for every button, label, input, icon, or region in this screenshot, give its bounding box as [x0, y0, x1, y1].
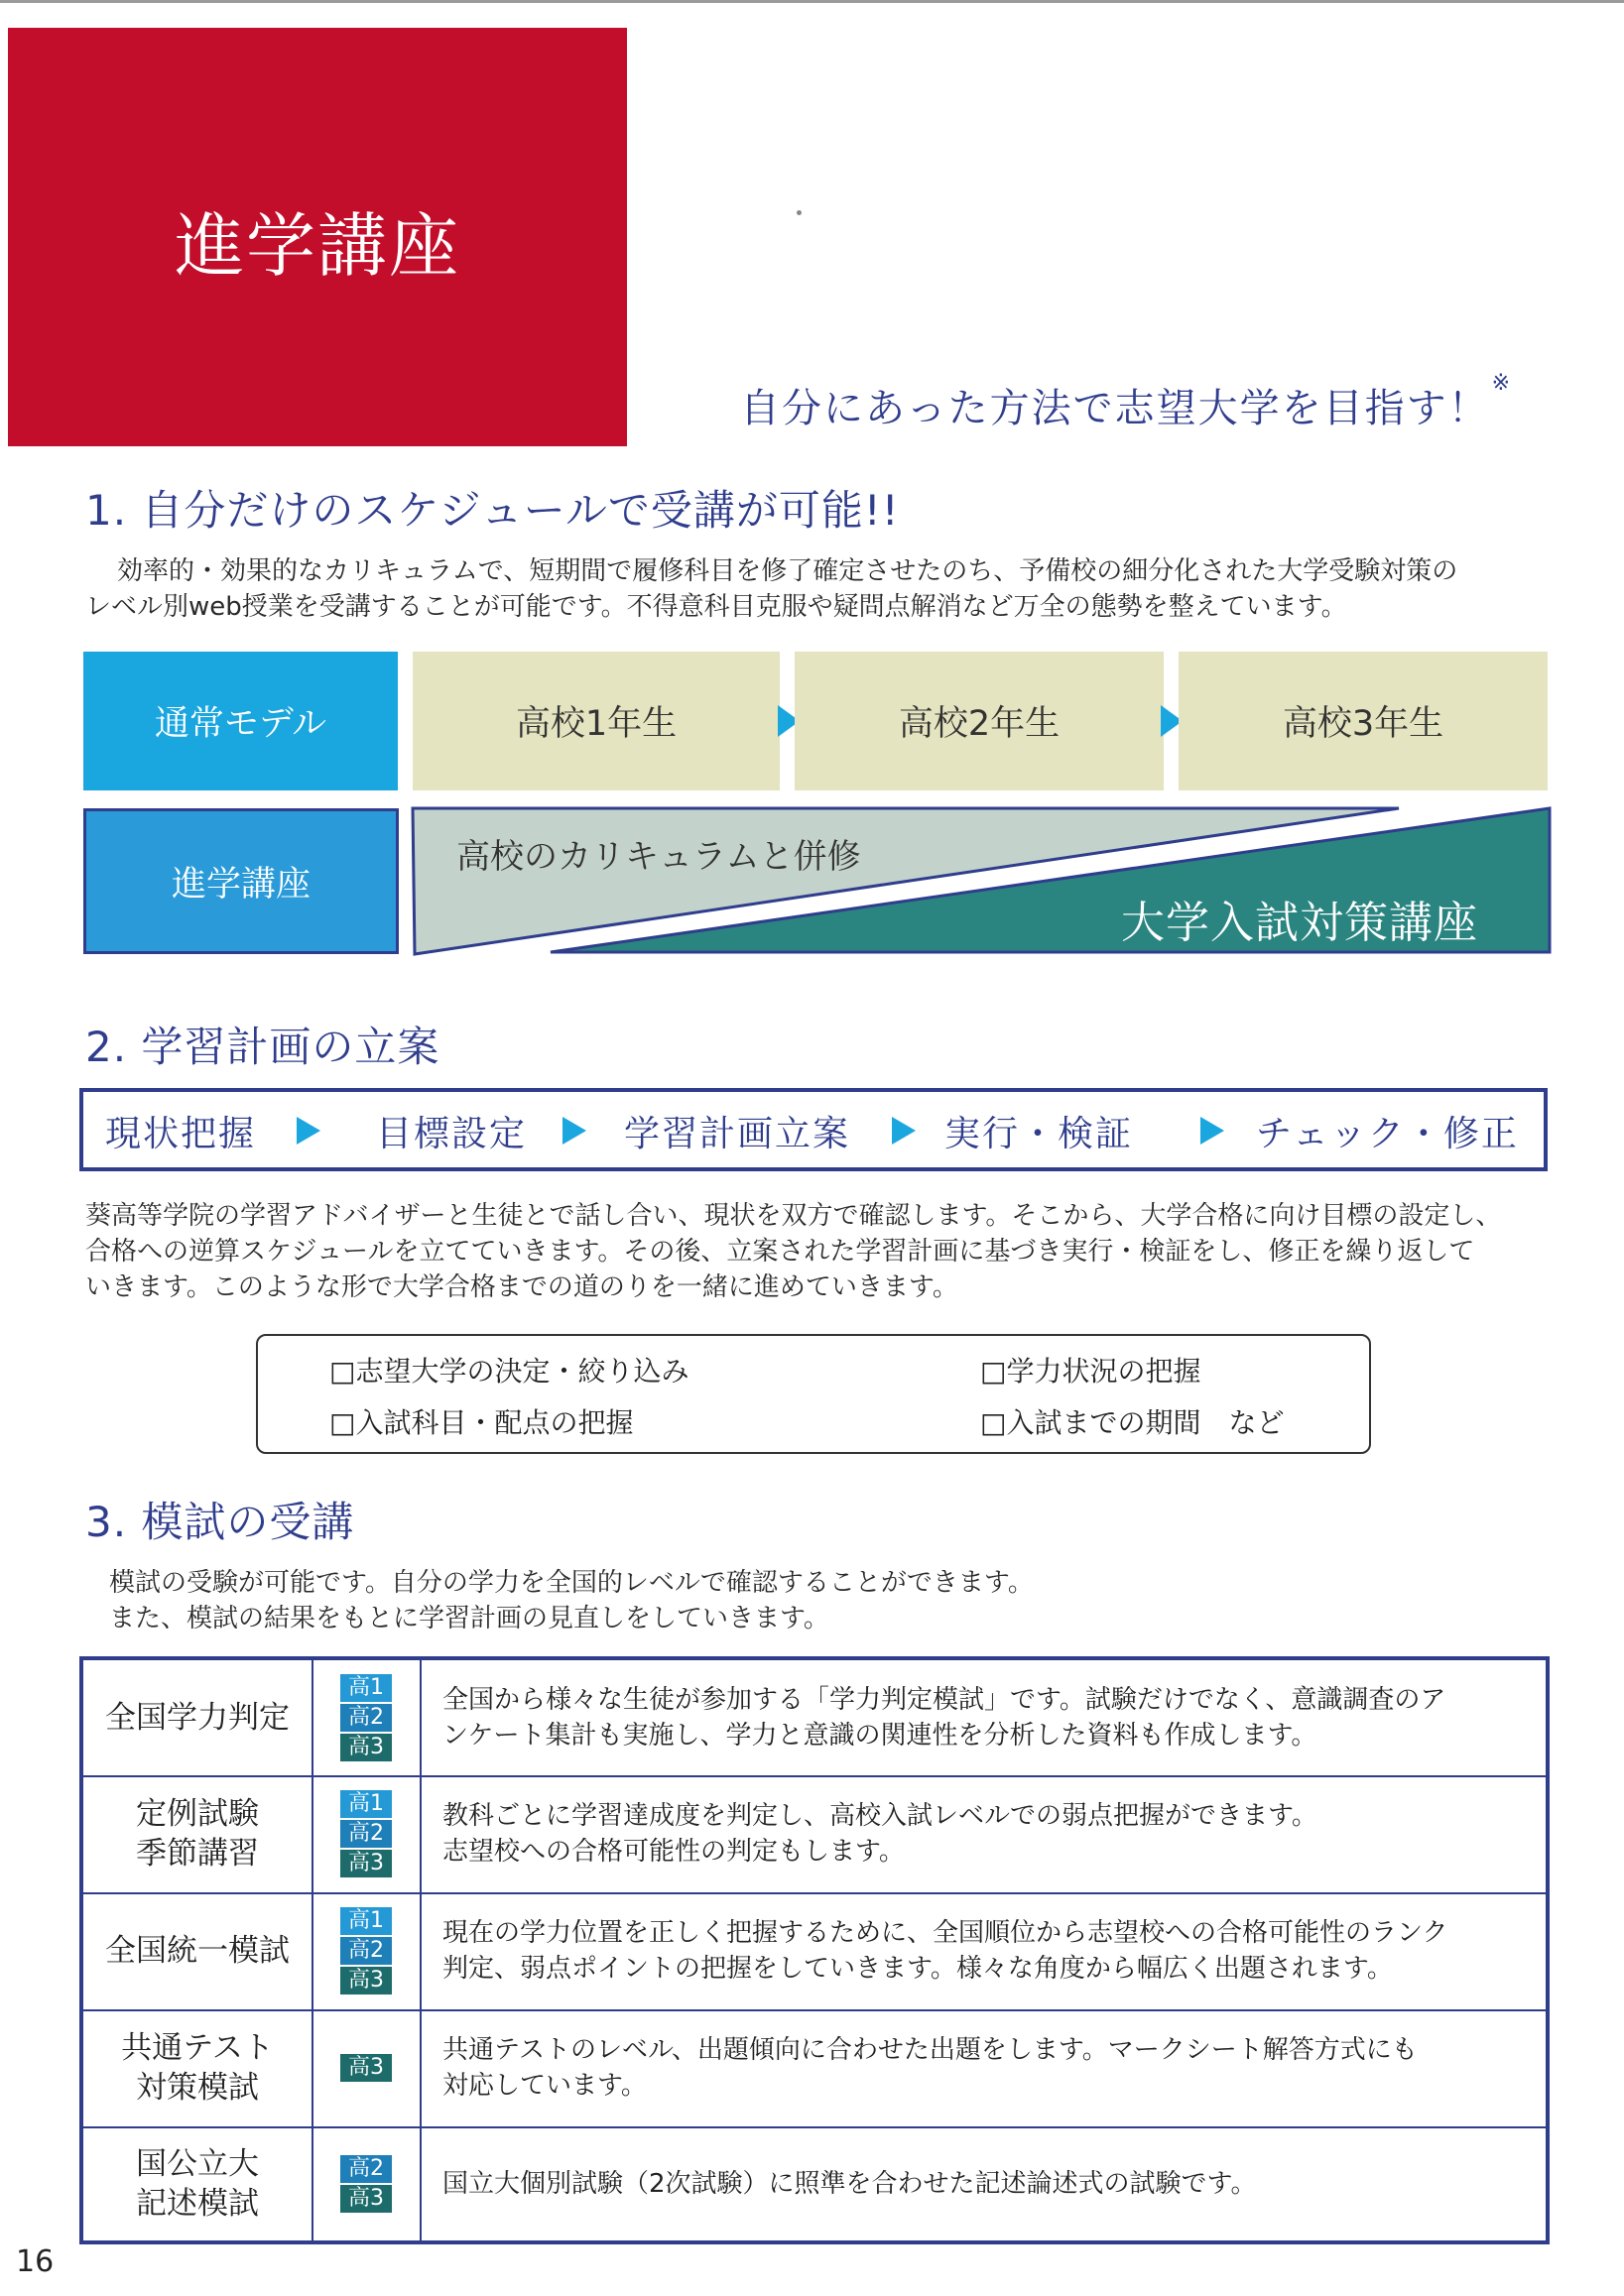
- step-3: 学習計画立案: [624, 1114, 851, 1154]
- grade-badge: 高1: [340, 1790, 392, 1818]
- checklist-item: □学力状況の把握: [980, 1355, 1201, 1388]
- grade-badge: 高3: [340, 1850, 392, 1877]
- grade-badge: 高3: [340, 2185, 392, 2213]
- exam-name-line: 国公立大: [136, 2145, 259, 2182]
- table-row: [83, 1892, 1546, 2011]
- exam-name-line: 対策模試: [136, 2070, 259, 2106]
- grade-badge: 高2: [340, 1937, 392, 1965]
- arrow-icon: [562, 1117, 586, 1145]
- table-row: [83, 2009, 1546, 2128]
- section3-body-1: 模試の受験が可能です。自分の学力を全国的レベルで確認することができます。: [109, 1568, 1034, 1598]
- wedge-top-label: 高校のカリキュラムと併修: [456, 837, 861, 877]
- desc-line: 国立大個別試験（2次試験）に照準を合わせた記述論述式の試験です。: [442, 2168, 1257, 2199]
- grade-badge: 高1: [340, 1674, 392, 1702]
- exam-name: [83, 2009, 313, 2126]
- section2-body-3: いきます。このような形で大学合格までの道のりを一緒に進めていきます。: [85, 1272, 958, 1302]
- page-number: 16: [16, 2244, 55, 2279]
- section2-heading: 2. 学習計画の立案: [85, 1023, 440, 1071]
- section2-body-1: 葵高等学院の学習アドバイザーと生徒とで話し合い、現状を双方で確認します。そこから、大学合格に向け目標の設定し、: [85, 1201, 1502, 1231]
- checklist-item: □入試科目・配点の把握: [329, 1406, 634, 1439]
- exam-name-line: 共通テスト: [121, 2030, 274, 2066]
- grade-2-cell: 高校2年生: [795, 652, 1164, 790]
- grade-badges: [312, 1775, 422, 1892]
- arrow-icon: [892, 1117, 916, 1145]
- section3-heading: 3. 模試の受講: [85, 1498, 355, 1546]
- wedge-bottom-label: 大学入試対策講座: [1121, 898, 1478, 948]
- grade-badge: 高2: [340, 2155, 392, 2183]
- mock-exam-table: [79, 1656, 1550, 2244]
- exam-description: [442, 2009, 1516, 2126]
- section1-heading: 1. 自分だけのスケジュールで受講が可能!!: [85, 486, 900, 535]
- exam-description: [442, 1892, 1516, 2009]
- exam-description: [442, 1775, 1516, 1892]
- shingaku-label: 進学講座: [83, 808, 399, 954]
- exam-name: [83, 1892, 313, 2009]
- exam-name: [83, 2126, 313, 2240]
- exam-name: [83, 1660, 313, 1775]
- exam-name-line: 定例試験: [136, 1796, 259, 1832]
- slogan-note-mark: ※: [1491, 371, 1513, 396]
- table-row: [83, 1775, 1546, 1894]
- desc-line: ンケート集計も実施し、学力と意識の関連性を分析した資料も作成します。: [442, 1721, 1317, 1751]
- exam-name-line: 全国統一模試: [105, 1933, 290, 1969]
- grade-3-cell: 高校3年生: [1179, 652, 1548, 790]
- page-title: 進学講座: [175, 205, 460, 287]
- normal-model-label: 通常モデル: [83, 652, 398, 790]
- grade-badge: 高2: [340, 1704, 392, 1732]
- slogan-text: 自分にあった方法で志望大学を目指す！: [740, 386, 1490, 431]
- desc-line: 志望校への合格可能性の判定もします。: [442, 1837, 905, 1867]
- arrow-icon: [1200, 1117, 1224, 1145]
- checklist-item: □志望大学の決定・絞り込み: [329, 1355, 689, 1388]
- desc-line: 現在の学力位置を正しく把握するために、全国順位から志望校への合格可能性のランク: [442, 1918, 1448, 1948]
- grade-badge: 高3: [340, 1734, 392, 1761]
- section1-body-1: 効率的・効果的なカリキュラムで、短期間で履修科目を修了確定させたのち、予備校の細分化された大学受験対策の: [117, 556, 1458, 586]
- step-2: 目標設定: [376, 1114, 528, 1154]
- table-row: [83, 1660, 1546, 1777]
- exam-description: [442, 1660, 1516, 1775]
- exam-name-line: 全国学力判定: [105, 1700, 290, 1736]
- desc-line: 全国から様々な生徒が参加する「学力判定模試」です。試験だけでなく、意識調査のア: [442, 1685, 1446, 1715]
- section1-body-2: レベル別web授業を受講することが可能です。不得意科目克服や疑問点解消など万全の態勢を整えています。: [85, 592, 1347, 622]
- grade-badge: 高2: [340, 1820, 392, 1848]
- exam-name-line: 記述模試: [136, 2185, 259, 2222]
- section3-body-2: また、模試の結果をもとに学習計画の見直しをしていきます。: [109, 1604, 829, 1633]
- grade-badges: [312, 2009, 422, 2126]
- desc-line: 判定、弱点ポイントの把握をしていきます。様々な角度から幅広く出題されます。: [442, 1954, 1393, 1984]
- step-5: チェック・修正: [1256, 1114, 1519, 1154]
- planning-flow: [79, 1088, 1548, 1171]
- arrow-icon: [297, 1117, 320, 1145]
- section2-body-2: 合格への逆算スケジュールを立てていきます。その後、立案された学習計画に基づき実行・検証をし、修正を繰り返して: [85, 1237, 1475, 1267]
- exam-name: [83, 1775, 313, 1892]
- grade-1-cell: 高校1年生: [413, 652, 780, 790]
- table-row: [83, 2126, 1546, 2240]
- grade-badge: 高3: [340, 2054, 392, 2082]
- step-1: 現状把握: [105, 1114, 257, 1154]
- grade-badge: 高1: [340, 1907, 392, 1935]
- grade-badge: 高3: [340, 1967, 392, 1994]
- exam-description: [442, 2126, 1516, 2240]
- checklist-item: □入試までの期間 など: [980, 1406, 1285, 1439]
- desc-line: 教科ごとに学習達成度を判定し、高校入試レベルでの弱点把握ができます。: [442, 1801, 1317, 1831]
- grade-badges: [312, 1892, 422, 2009]
- grade-badges: [312, 1660, 422, 1775]
- exam-name-line: 季節講習: [136, 1836, 259, 1872]
- desc-line: 共通テストのレベル、出題傾向に合わせた出題をします。マークシート解答方式にも: [442, 2035, 1418, 2065]
- step-4: 実行・検証: [944, 1114, 1134, 1154]
- checklist-box: [256, 1334, 1371, 1454]
- desc-line: 対応しています。: [442, 2071, 647, 2101]
- grade-badges: [312, 2126, 422, 2240]
